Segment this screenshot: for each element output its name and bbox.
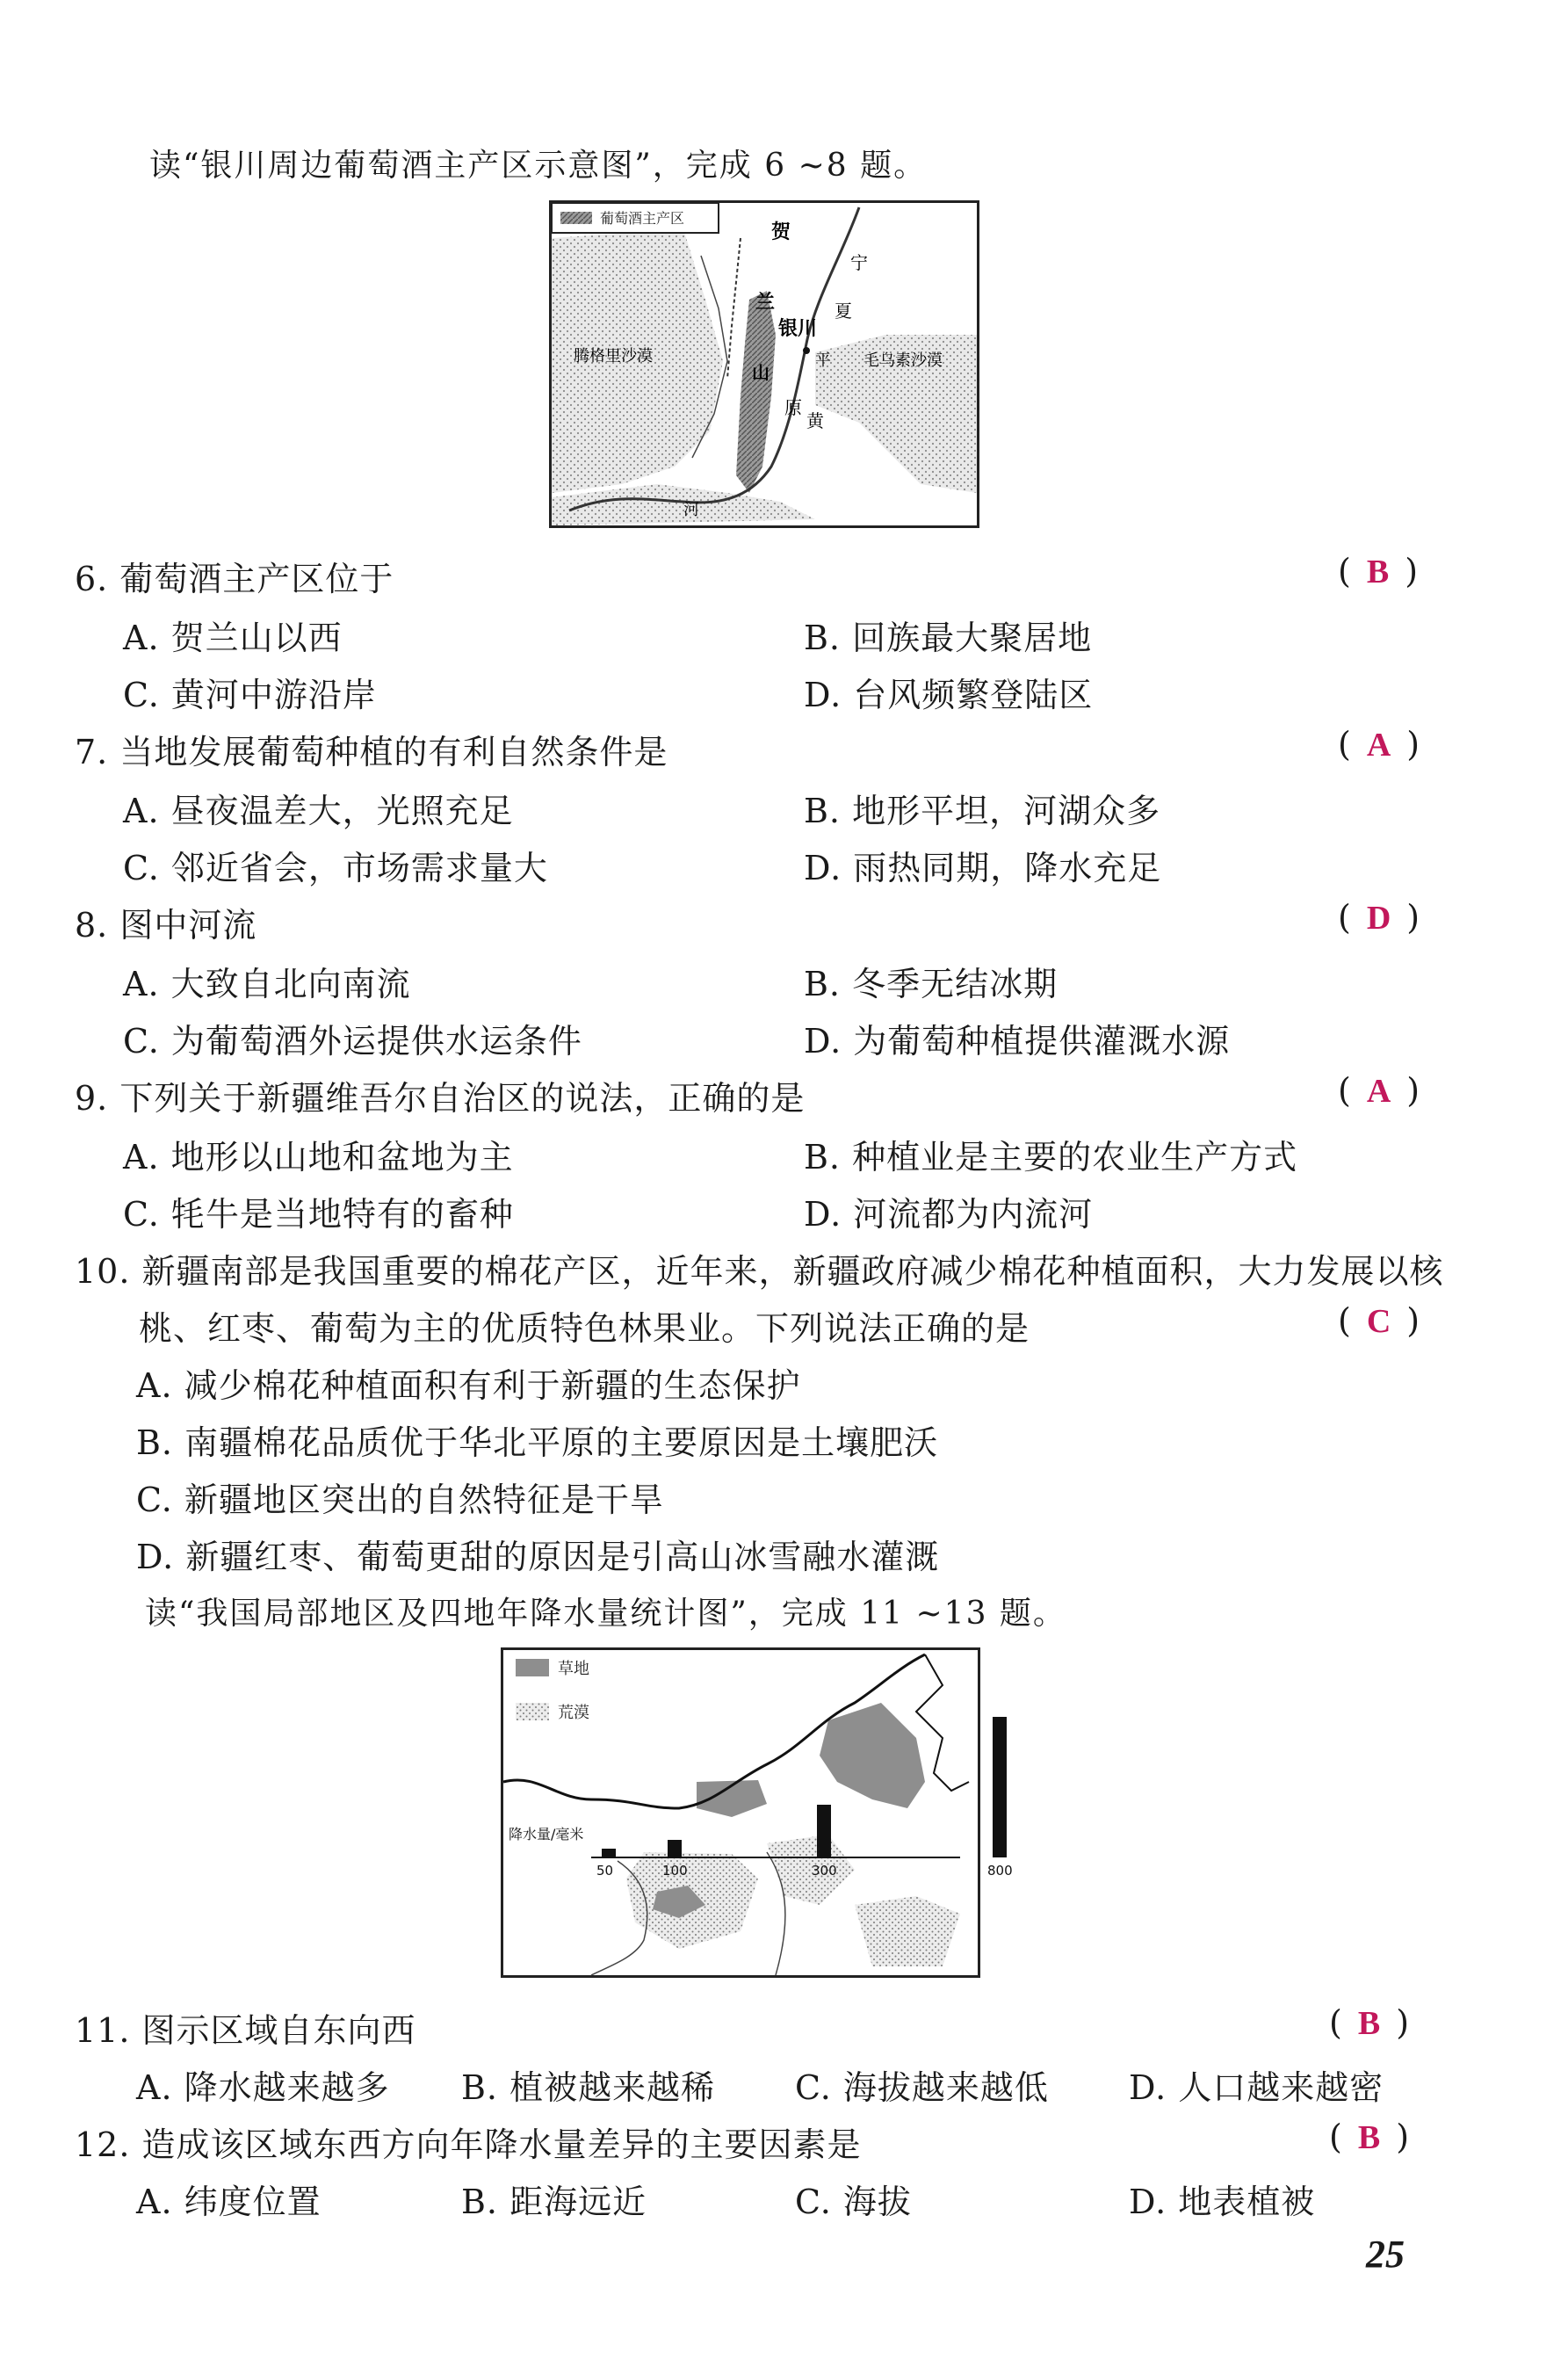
q-text-line1: 新疆南部是我国重要的棉花产区，近年来，新疆政府减少棉花种植面积，大力发展以核: [141, 1252, 1444, 1291]
option-c: C. 黄河中游沿岸: [123, 676, 377, 714]
q-text: 图示区域自东向西: [141, 2011, 416, 2050]
tick-label-800: 800: [987, 1863, 1013, 1879]
option-d: D. 雨热同期，降水充足: [804, 849, 1162, 887]
map-label-muus: 毛乌素沙漠: [863, 351, 943, 370]
q-text: 造成该区域东西方向年降水量差异的主要因素是: [141, 2125, 862, 2164]
option-c: C. 海拔: [795, 2183, 912, 2221]
option-c: C. 牦牛是当地特有的畜种: [123, 1195, 514, 1234]
answer-bracket: ( B ): [1338, 552, 1419, 590]
yinchuan-wine-map: [549, 200, 979, 528]
answer-letter: B: [1357, 2119, 1381, 2156]
answer-bracket: ( D ): [1338, 898, 1420, 937]
option-b: B. 地形平坦，河湖众多: [804, 792, 1161, 830]
map-label-shan: 山: [752, 362, 770, 383]
page-number: 25: [1366, 2233, 1405, 2276]
option-c: C. 为葡萄酒外运提供水运条件: [123, 1022, 582, 1061]
intro-text-2: 读“我国局部地区及四地年降水量统计图”，完成 11 ~13 题。: [145, 1596, 1066, 1632]
precipitation-map: [501, 1647, 1013, 1978]
map-label-lan: 兰: [755, 292, 776, 314]
q-text-line2: 桃、红枣、葡萄为主的优质特色林果业。下列说法正确的是: [139, 1309, 1030, 1348]
answer-bracket: ( B ): [1329, 2118, 1410, 2156]
option-a: A. 地形以山地和盆地为主: [123, 1138, 514, 1176]
answer-letter: A: [1366, 1073, 1391, 1110]
q-text: 下列关于新疆维吾尔自治区的说法，正确的是: [119, 1079, 806, 1118]
tick-label-300: 300: [812, 1863, 837, 1879]
legend-wine-label: 葡萄酒主产区: [600, 210, 685, 227]
precip-bar-50: [602, 1849, 616, 1857]
map-label-he: 贺: [771, 221, 791, 243]
option-a: A. 纬度位置: [136, 2183, 322, 2221]
option-d: D. 河流都为内流河: [804, 1195, 1094, 1234]
map-label-ping: 平: [815, 351, 831, 370]
option-d: D. 人口越来越密: [1129, 2068, 1384, 2107]
answer-letter: C: [1366, 1303, 1391, 1340]
q-text: 图中河流: [119, 906, 257, 945]
precip-bar-300: [817, 1805, 831, 1857]
option-a: A. 昼夜温差大，光照充足: [123, 792, 514, 830]
q-num: 7.: [75, 733, 109, 771]
option-c: C. 海拔越来越低: [795, 2068, 1049, 2107]
option-c: C. 邻近省会，市场需求量大: [123, 849, 548, 887]
axis-label: 降水量/毫米: [509, 1826, 584, 1843]
answer-bracket: ( A ): [1338, 725, 1420, 764]
answer-bracket: ( C ): [1338, 1301, 1420, 1340]
tick-label-100: 100: [662, 1863, 688, 1879]
map-label-xia: 夏: [835, 300, 852, 322]
option-b: B. 植被越来越稀: [461, 2068, 716, 2107]
intro-text-1: 读“银川周边葡萄酒主产区示意图”，完成 6 ~8 题。: [149, 148, 928, 184]
q-num: 10.: [75, 1252, 131, 1291]
answer-letter: B: [1357, 2005, 1381, 2042]
q-num: 6.: [75, 560, 109, 598]
option-d: D. 台风频繁登陆区: [804, 676, 1094, 714]
option-a: A. 降水越来越多: [136, 2068, 390, 2107]
option-a: A. 贺兰山以西: [123, 619, 343, 657]
answer-bracket: ( B ): [1329, 2003, 1410, 2042]
option-b: B. 回族最大聚居地: [804, 619, 1093, 657]
answer-letter: D: [1366, 900, 1391, 937]
option-d: D. 地表植被: [1129, 2183, 1316, 2221]
q-num: 9.: [75, 1079, 109, 1118]
q-num: 12.: [75, 2125, 131, 2164]
q-num: 8.: [75, 906, 109, 945]
precip-bar-800: [993, 1717, 1007, 1857]
map-label-tengger: 腾格里沙漠: [574, 347, 653, 366]
map-label-river: 河: [683, 501, 699, 519]
option-b: B. 距海远近: [461, 2183, 647, 2221]
map-label-yuan: 原: [784, 397, 802, 418]
map-label-huang: 黄: [806, 410, 824, 431]
option-d: D. 为葡萄种植提供灌溉水源: [804, 1022, 1231, 1061]
q-text: 葡萄酒主产区位于: [119, 560, 394, 598]
option-a: A. 减少棉花种植面积有利于新疆的生态保护: [136, 1366, 801, 1405]
option-b: B. 种植业是主要的农业生产方式: [804, 1138, 1298, 1176]
option-b: B. 南疆棉花品质优于华北平原的主要原因是土壤肥沃: [136, 1423, 939, 1462]
option-a: A. 大致自北向南流: [123, 965, 411, 1003]
q-num: 11.: [75, 2011, 131, 2050]
option-c: C. 新疆地区突出的自然特征是干旱: [136, 1481, 664, 1519]
option-b: B. 冬季无结冰期: [804, 965, 1059, 1003]
legend-desert-label: 荒漠: [558, 1704, 589, 1722]
answer-letter: B: [1366, 554, 1390, 590]
wine-region-shape: [736, 291, 776, 493]
yinchuan-city-dot: [803, 347, 810, 354]
map-label-yinchuan: 银川: [778, 318, 818, 340]
tick-label-50: 50: [596, 1863, 614, 1879]
legend-grass-label: 草地: [558, 1660, 589, 1678]
precip-bar-100: [668, 1840, 682, 1857]
q-text: 当地发展葡萄种植的有利自然条件是: [119, 733, 668, 771]
option-d: D. 新疆红枣、葡萄更甜的原因是引高山冰雪融水灌溉: [136, 1538, 940, 1576]
map-label-ning: 宁: [850, 252, 868, 273]
answer-bracket: ( A ): [1338, 1071, 1420, 1110]
answer-letter: A: [1366, 727, 1391, 764]
